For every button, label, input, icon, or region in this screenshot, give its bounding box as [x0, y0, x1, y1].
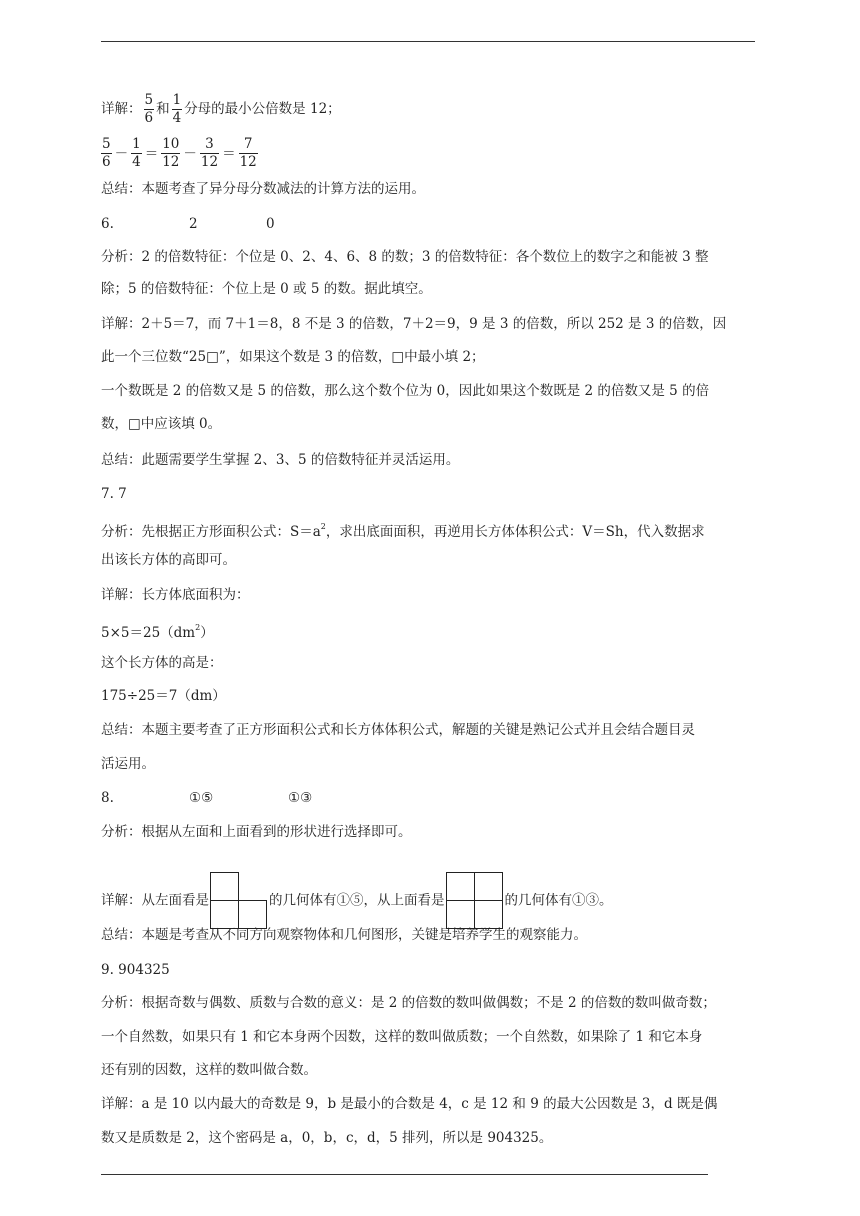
q9-detail-2: 数又是质数是 2，这个密码是 a，0，b，c，d，5 排列，所以是 904325。	[101, 1130, 553, 1146]
q8-answer-2: ①③	[288, 790, 313, 806]
q6-answer-2: 0	[266, 216, 275, 232]
q7-detail-2: 这个长方体的高是：	[101, 655, 223, 671]
q6-detail-1: 详解：2＋5＝7，而 7＋1＝8，8 不是 3 的倍数，7＋2＝9，9 是 3 的倍数，所以 252 是 3 的倍数，因	[101, 316, 727, 332]
q7-calc-2: 175÷25＝7（dm）	[101, 688, 226, 704]
top-view-figure	[446, 872, 504, 930]
left-view-square-top	[210, 872, 239, 901]
eq-fraction-c: $\frac{10}{12}$	[162, 136, 180, 170]
q8-detail-a: 详解：从左面看是	[101, 892, 209, 909]
q8-detail-b: 的几何体有①⑤，从上面看是	[269, 892, 445, 909]
q8-detail	[101, 872, 613, 930]
q6-analysis-1: 分析：2 的倍数特征：个位是 0、2、4、6、8 的数；3 的倍数特征：各个数位上的数字之和能被 3 整	[101, 249, 709, 265]
footer-rule	[101, 1174, 708, 1175]
q7-heading: 7. 7	[101, 486, 127, 502]
eq-fraction-a: $\frac{5}{6}$	[102, 136, 111, 170]
eq-fraction-b: $\frac{1}{4}$	[132, 136, 141, 170]
q7-summary-1: 总结：本题主要考查了正方形面积公式和长方体体积公式，解题的关键是熟记公式并且会结合题目灵	[101, 722, 695, 738]
q6-summary: 总结：此题需要学生掌握 2、3、5 的倍数特征并灵活运用。	[101, 452, 460, 468]
q8-number: 8.	[101, 790, 114, 806]
q9-analysis-3: 还有别的因数，这样的数叫做合数。	[101, 1062, 317, 1078]
q6-detail-4: 数，□中应该填 0。	[101, 416, 222, 432]
top-view-square-top-right	[474, 872, 503, 901]
fraction-5-6: $\frac{5}{6}$	[144, 92, 154, 126]
q6-detail-3: 一个数既是 2 的倍数又是 5 的倍数，那么这个数个位为 0，因此如果这个数既是 2 的倍数又是 5 的倍	[101, 383, 710, 399]
fraction-1-4: $\frac{1}{4}$	[172, 92, 182, 126]
q6-answer-1: 2	[189, 216, 198, 232]
eq-fraction-e: $\frac{7}{12}$	[239, 136, 257, 170]
q6-analysis-2: 除；5 的倍数特征：个位上是 0 或 5 的数。据此填空。	[101, 281, 432, 297]
q5-equation: $\frac{5}{6}$ － $\frac{1}{4}$ ＝ $\frac{10}{12}$ － $\frac{3}{12}$ ＝ $\frac{7}{12}$	[102, 136, 257, 170]
q5-summary: 总结：本题考查了异分母分数减法的计算方法的运用。	[101, 181, 425, 197]
q7-analysis-1: 分析：先根据正方形面积公式：$S=a^2$，求出底面面积，再逆用长方体体积公式：V＝Sh，代入数据求	[101, 522, 705, 540]
q9-analysis-2: 一个自然数，如果只有 1 和它本身两个因数，这样的数叫做质数；一个自然数，如果除了 1 和它本身	[101, 1029, 703, 1045]
q8-summary: 总结：本题是考查从不同方向观察物体和几何图形，关键是培养学生的观察能力。	[101, 927, 587, 943]
q5-detail-line: 详解： $\frac{5}{6}$ 和 $\frac{1}{4}$ 分母的最小公倍数是 12；	[101, 92, 341, 126]
q5-detail-label: 详解：	[101, 101, 142, 117]
q8-detail-c: 的几何体有①③。	[504, 892, 613, 909]
top-view-square-top-left	[446, 872, 475, 901]
q9-heading: 9. 904325	[101, 962, 170, 978]
q7-analysis-2: 出该长方体的高即可。	[101, 552, 236, 568]
q7-detail-1: 详解：长方体底面积为：	[101, 587, 250, 603]
q6-heading	[101, 214, 275, 234]
header-rule	[101, 41, 755, 42]
left-view-figure	[210, 872, 268, 930]
q7-summary-2: 活运用。	[101, 756, 155, 772]
q8-heading	[101, 788, 313, 808]
eq-fraction-d: $\frac{3}{12}$	[200, 136, 219, 170]
q7-calc-1: $5\times 5=25(dm^2)$	[101, 623, 214, 641]
q9-analysis-1: 分析：根据奇数与偶数、质数与合数的意义：是 2 的倍数的数叫做偶数；不是 2 的倍数的数叫做奇数；	[101, 995, 716, 1011]
q6-number: 6.	[101, 216, 114, 232]
q9-detail-1: 详解：a 是 10 以内最大的奇数是 9，b 是最小的合数是 4，c 是 12 和 9 的最大公因数是 3，d 既是偶	[101, 1096, 718, 1112]
q8-answer-1: ①⑤	[189, 790, 214, 806]
q6-detail-2: 此一个三位数“25□”，如果这个数是 3 的倍数，□中最小填 2；	[101, 349, 485, 365]
q8-analysis: 分析：根据从左面和上面看到的形状进行选择即可。	[101, 824, 412, 840]
